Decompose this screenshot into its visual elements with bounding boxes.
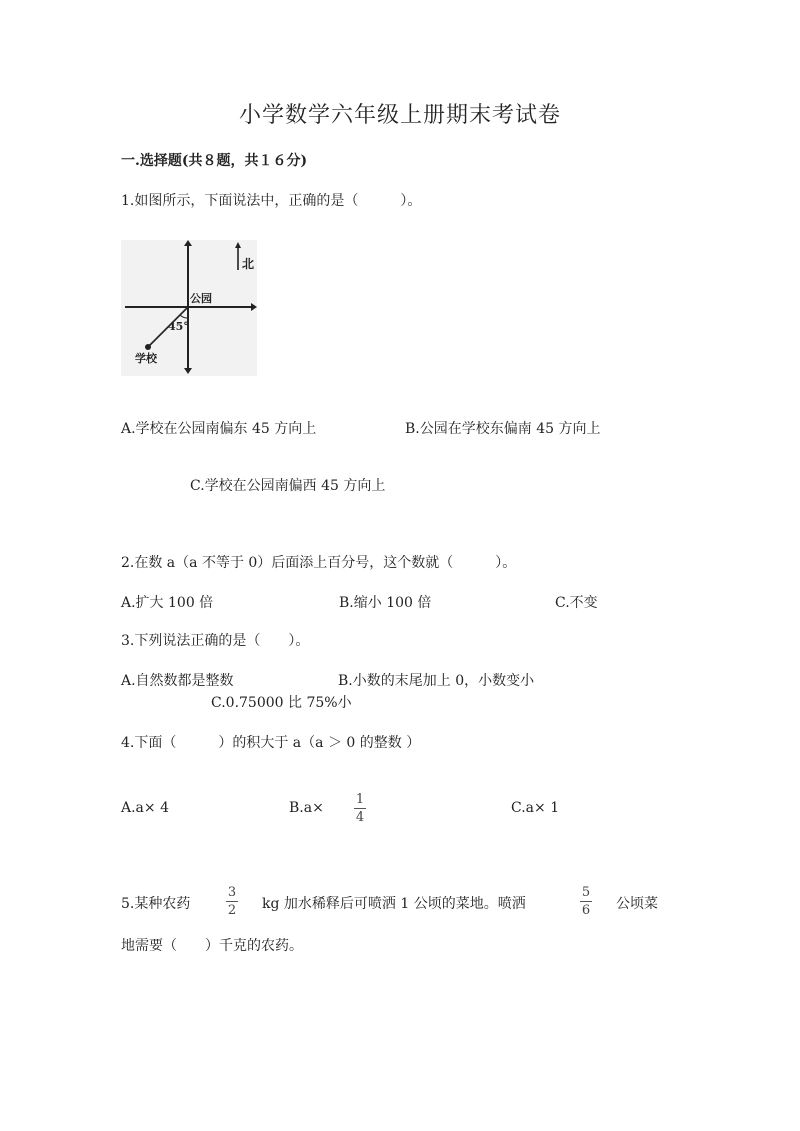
question-5-fraction-three-halves bbox=[226, 884, 238, 919]
angle-label: 45° bbox=[168, 320, 189, 333]
east-arrowhead bbox=[251, 303, 257, 311]
question-1-stem: 1.如图所示，下面说法中，正确的是（ ）。 bbox=[121, 193, 422, 209]
question-4-option-c: C.a× 1 bbox=[511, 800, 560, 816]
question-3-option-c: C.0.75000 比 75%小 bbox=[211, 695, 352, 711]
school-label: 学校 bbox=[135, 352, 157, 365]
question-4-option-a: A.a× 4 bbox=[121, 800, 169, 816]
direction-diagram bbox=[121, 240, 257, 376]
question-2-option-c: C.不变 bbox=[555, 595, 598, 611]
question-2-option-b: B.缩小 100 倍 bbox=[339, 595, 432, 611]
question-5-text-line2: 地需要（ ）千克的农药。 bbox=[121, 938, 303, 954]
fraction-numerator: 1 bbox=[355, 792, 365, 807]
fraction-numerator: 5 bbox=[581, 885, 591, 900]
direction-diagram-svg bbox=[121, 240, 257, 376]
north-indicator-arrow bbox=[235, 242, 241, 248]
question-2-stem: 2.在数 a（a 不等于 0）后面添上百分号，这个数就（ ）。 bbox=[121, 555, 517, 571]
south-arrowhead bbox=[184, 368, 192, 374]
question-3-option-b: B.小数的末尾加上 0，小数变小 bbox=[338, 673, 535, 689]
question-1-option-a: A.学校在公园南偏东 45 方向上 bbox=[121, 421, 317, 437]
question-4-fraction-one-quarter bbox=[354, 791, 366, 826]
page-title: 小学数学六年级上册期末考试卷 bbox=[238, 103, 561, 128]
fraction-denominator: 6 bbox=[581, 903, 591, 918]
question-5-text-part3: 公顷菜 bbox=[616, 896, 658, 912]
question-5-fraction-five-sixths bbox=[580, 884, 592, 919]
question-2-option-a: A.扩大 100 倍 bbox=[121, 595, 214, 611]
north-label: 北 bbox=[242, 257, 255, 271]
question-5-text-part1: 5.某种农药 bbox=[121, 896, 191, 912]
fraction-denominator: 4 bbox=[355, 810, 365, 825]
fraction-numerator: 3 bbox=[227, 885, 237, 900]
question-5-text-part2: kg 加水稀释后可喷洒 1 公顷的菜地。喷洒 bbox=[262, 896, 526, 912]
question-1-option-b: B.公园在学校东偏南 45 方向上 bbox=[405, 421, 601, 437]
question-1-option-c: C.学校在公园南偏西 45 方向上 bbox=[190, 478, 386, 494]
school-point bbox=[145, 344, 151, 350]
angle-arc bbox=[180, 315, 188, 318]
north-arrowhead bbox=[184, 240, 192, 246]
question-3-option-a: A.自然数都是整数 bbox=[121, 673, 234, 689]
question-3-stem: 3.下列说法正确的是（ ）。 bbox=[121, 633, 310, 649]
park-label: 公园 bbox=[190, 292, 212, 305]
fraction-denominator: 2 bbox=[227, 903, 237, 918]
question-4-stem: 4.下面（ ）的积大于 a（a ＞ 0 的整数 ） bbox=[121, 735, 421, 751]
question-4-option-b-prefix: B.a× bbox=[289, 800, 324, 816]
section-heading: 一.选择题(共８题，共１６分) bbox=[121, 153, 308, 169]
